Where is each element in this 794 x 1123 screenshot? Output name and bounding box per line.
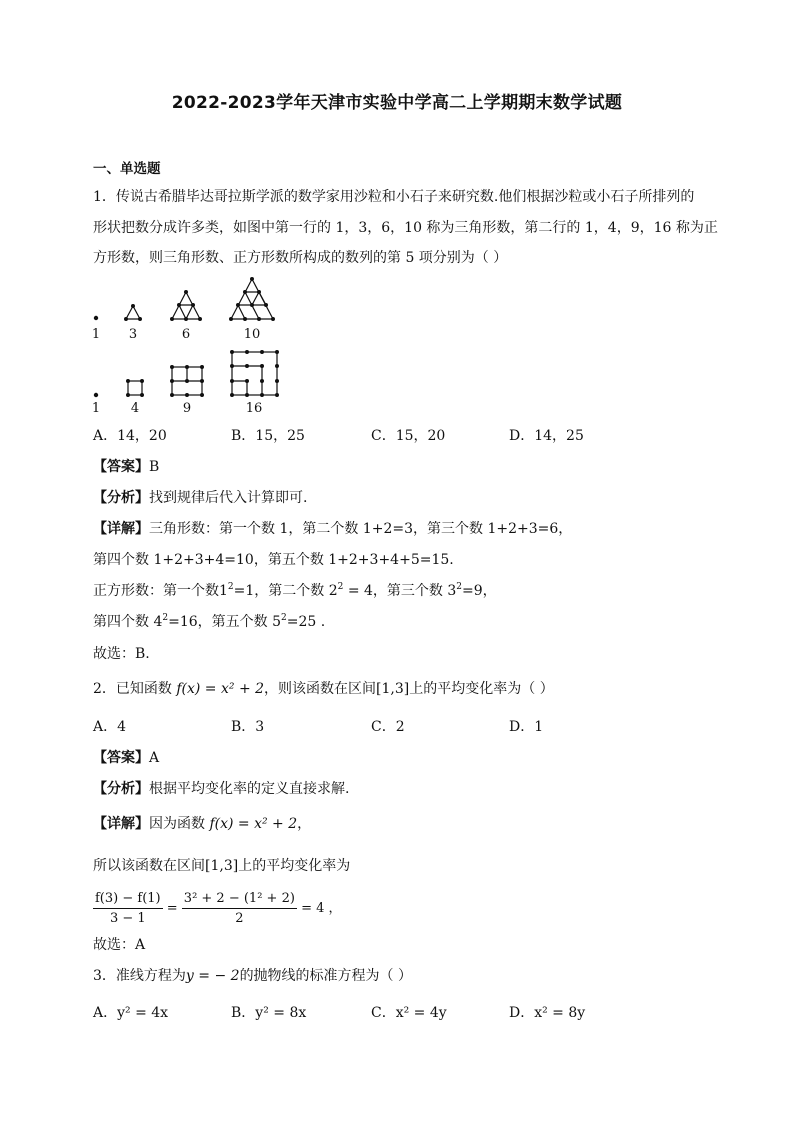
q1-text-line-2: 形状把数分成许多类，如图中第一行的 1，3，6，10 称为三角形数，第二行的 1，4，9，16 称为正 xyxy=(93,220,718,236)
q3-suffix: 的抛物线的标准方程为（ ） xyxy=(239,968,413,984)
detail3-part-c: = 4，第三个数 3 xyxy=(343,583,457,599)
q2-suffix: 上的平均变化率为（ ） xyxy=(409,681,554,697)
q1-option-d: D．14，25 xyxy=(509,428,584,444)
q1-answer xyxy=(93,458,159,476)
detail1-part-b: ， xyxy=(297,816,312,832)
detail1-part-a: 因为函数 xyxy=(149,816,210,832)
frac1-denominator: 3 − 1 xyxy=(109,911,146,926)
q3-option-a: A．y² = 4x xyxy=(93,1005,169,1021)
q1-detail-4 xyxy=(93,613,325,631)
fraction-2 xyxy=(182,890,297,927)
q2-stem xyxy=(93,680,554,698)
analysis-tag: 【分析】 xyxy=(93,490,149,506)
q2-function: f(x) = x² + 2 xyxy=(209,816,298,832)
q1-conclusion: 故选：B. xyxy=(93,646,150,662)
exp: 2 xyxy=(162,613,169,623)
fig-label-tri-10: 10 xyxy=(243,327,261,342)
section-heading: 一、单选题 xyxy=(93,161,161,177)
exp: 2 xyxy=(281,613,287,623)
q2-conclusion: 故选：A xyxy=(93,937,146,953)
q2-fraction-line: $\frac{f(3) - f(1)}{3 - 1}$ = $\frac{\text{3² + 2 − (1² + 2)}}{2}$ = 4 ， xyxy=(95,891,342,926)
q2-option-d: D．1 xyxy=(509,719,544,735)
fig-label-sq-9: 9 xyxy=(182,401,192,414)
q2-option-c: C．2 xyxy=(371,719,405,735)
q1-analysis xyxy=(93,489,307,507)
fig-label-tri-6: 6 xyxy=(181,327,191,342)
q2-interval: [1,3] xyxy=(205,858,239,874)
q3-equation: y = − 2 xyxy=(185,968,240,984)
detail-tag: 【详解】 xyxy=(93,521,149,537)
q3-option-d: D．x² = 8y xyxy=(509,1005,586,1021)
page-title: 2022-2023学年天津市实验中学高二上学期期末数学试题 xyxy=(171,93,623,113)
fraction-1 xyxy=(93,890,163,927)
q2-interval: [1,3] xyxy=(376,681,410,697)
q3-option-c: C．x² = 4y xyxy=(371,1005,447,1021)
detail4-part-c: =25 . xyxy=(286,614,326,630)
detail3-part-d: =9， xyxy=(462,583,497,599)
q2-detail-1 xyxy=(93,815,311,833)
frac2-denominator: 2 xyxy=(235,911,244,926)
q2-detail-2 xyxy=(93,857,350,875)
fig-label-sq-4: 4 xyxy=(130,401,140,414)
analysis-text: 找到规律后代入计算即可. xyxy=(149,490,308,506)
fig-label-tri-3: 3 xyxy=(128,327,138,342)
fig-label-tri-1: 1 xyxy=(91,327,101,342)
answer-value: B xyxy=(149,459,160,475)
answer-tag: 【答案】 xyxy=(93,459,149,475)
q1-detail-1 xyxy=(93,520,572,538)
detail-text: 三角形数：第一个数 1，第二个数 1+2=3，第三个数 1+2+3=6， xyxy=(149,521,573,537)
q2-mid: ，则该函数在区间 xyxy=(264,681,377,697)
q2-answer xyxy=(93,749,159,767)
exp: 2 xyxy=(337,582,344,592)
detail4-part-b: =16，第五个数 5 xyxy=(168,614,281,630)
detail-tag: 【详解】 xyxy=(93,816,149,832)
q2-option-b: B．3 xyxy=(231,719,265,735)
q1-option-a: A．14，20 xyxy=(93,428,167,444)
q1-option-b: B．15，25 xyxy=(231,428,305,444)
figurate-numbers-figure xyxy=(86,274,306,414)
analysis-tag: 【分析】 xyxy=(93,781,149,797)
answer-tag: 【答案】 xyxy=(93,750,149,766)
q3-stem xyxy=(93,967,412,985)
fig-label-sq-1: 1 xyxy=(91,401,101,414)
exp: 2 xyxy=(456,582,463,592)
detail4-part-a: 第四个数 4 xyxy=(93,614,163,630)
exp: 2 xyxy=(227,582,234,592)
frac2-numerator: 3² + 2 − (1² + 2) xyxy=(182,890,297,909)
detail3-part-b: =1，第二个数 2 xyxy=(233,583,338,599)
q3-prefix: 3．准线方程为 xyxy=(93,968,186,984)
q2-function: f(x) = x² + 2 xyxy=(176,681,265,697)
q2-prefix: 2．已知函数 xyxy=(93,681,177,697)
fraction-result: = 4 ， xyxy=(301,901,342,916)
q1-detail-3 xyxy=(93,582,497,600)
detail2-part-a: 所以该函数在区间 xyxy=(93,858,205,874)
q1-option-c: C．15，20 xyxy=(371,428,446,444)
q2-analysis xyxy=(93,780,349,798)
q3-option-b: B．y² = 8x xyxy=(231,1005,307,1021)
answer-value: A xyxy=(149,750,160,766)
detail2-part-b: 上的平均变化率为 xyxy=(238,858,351,874)
q2-option-a: A．4 xyxy=(93,719,127,735)
q1-detail-2: 第四个数 1+2+3+4=10，第五个数 1+2+3+4+5=15. xyxy=(93,552,454,568)
detail3-part-a: 正方形数：第一个数1 xyxy=(93,583,228,599)
frac1-numerator: f(3) − f(1) xyxy=(93,890,163,909)
q1-text-line-3: 方形数，则三角形数、正方形数所构成的数列的第 5 项分别为（ ） xyxy=(93,250,508,266)
analysis-text: 根据平均变化率的定义直接求解. xyxy=(149,781,350,797)
fig-label-sq-16: 16 xyxy=(245,401,263,414)
q1-text-line-1: 1．传说古希腊毕达哥拉斯学派的数学家用沙粒和小石子来研究数.他们根据沙粒或小石子所排列的 xyxy=(93,189,695,205)
